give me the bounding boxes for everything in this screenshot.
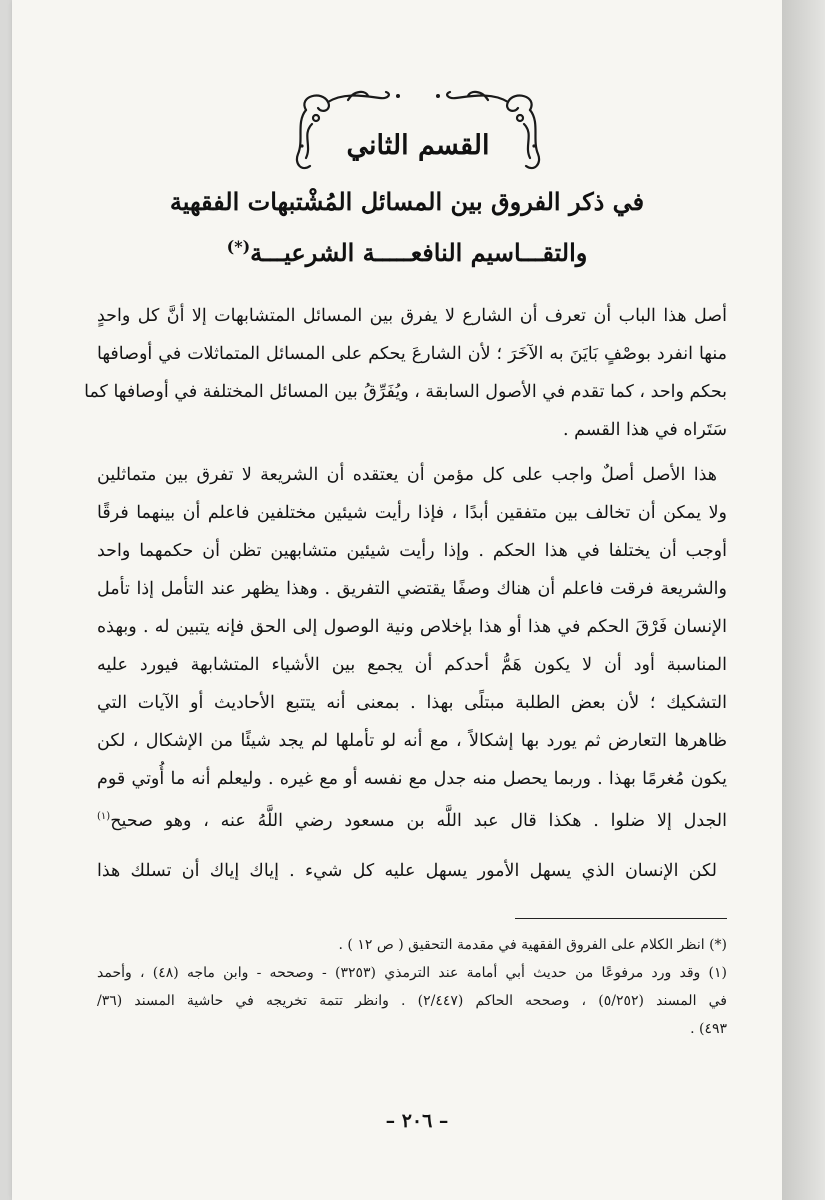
footnote-line: (١) وقد ورد مرفوعًا من حديث أبي أمامة عند الترمذي (٣٢٥٣) - وصححه - وابن ماجه (٤٨) ، وأحمد [97,965,727,981]
body-line: ولا يمكن أن تخالف بين متفقين أبدًا ، فإذا رأيت شيئين مختلفين فاعلم أن بينهما فرقًا [97,503,727,523]
chapter-heading-line-2 [62,237,752,267]
footnote-line: ٤٩٣) . [690,1021,727,1037]
body-line: أوجب أن يختلفا في هذا الحكم . وإذا رأيت شيئين متشابهين تظن أن حكمهما واحد [97,541,727,561]
heading-footnote-marker: (*) [226,237,251,256]
body-line-with-footnote [97,803,727,835]
body-line-text: الجدل إلا ضلوا . هكذا قال عبد اللَّه بن مسعود رضي اللَّهُ عنه ، وهو صحيح [110,810,727,831]
body-line: ظاهرها التعارض ثم يورد بها إشكالاً ، مع أنه لو تأملها لم يجد شيئًا من الإشكال ، لكن [97,731,727,751]
book-page-edge [782,0,825,1200]
section-title: القسم الثاني [346,130,490,161]
body-line: هذا الأصل أصلٌ واجب على كل مؤمن أن يعتقده أن الشريعة لا تفرق بين متماثلين [97,465,717,485]
chapter-heading-line-1: في ذكر الفروق بين المسائل المُشْتبهات الفقهية [169,187,645,216]
body-line: والشريعة فرقت فاعلم أن هناك وصفًا يقتضي التفريق . وهذا يظهر عند التأمل إذا تأمل [97,579,727,599]
body-line: سَتَراه في هذا القسم . [563,420,727,440]
body-line: التشكيك ؛ لأن بعض الطلبة مبتلًى بهذا . بمعنى أنه يتتبع الأحاديث أو الآيات التي [97,693,727,713]
body-line: منها انفرد بوصْفٍ بَايَنَ به الآخَرَ ؛ لأن الشارعَ يحكم على المسائل المتماثلات في أوصافها [97,344,727,364]
body-line: يكون مُغرمًا بهذا . وربما يحصل منه جدل مع نفسه أو مع غيره . وليعلم أنه ما أُوتي قوم [97,769,727,789]
book-page [12,0,782,1200]
body-line: الإنسان فَرْقَ الحكم في هذا أو هذا بإخلاص ونية الوصول إلى الحق فإنه يتبين له . وبهذه [97,617,727,637]
chapter-heading-line-2-text: والتقـــاسيم النافعـــــة الشرعيـــة [250,238,588,267]
body-line: بحكم واحد ، كما تقدم في الأصول السابقة ، ويُفَرِّقُ بين المسائل المختلفة في أوصافها كما [84,382,727,402]
footnote-line: في المسند (٥/٢٥٢) ، وصححه الحاكم (٢/٤٤٧) . وانظر تتمة تخريجه في حاشية المسند (٣٦/ [97,993,727,1009]
footnote-line: (*) انظر الكلام على الفروق الفقهية في مقدمة التحقيق ( ص ١٢ ) . [338,937,727,953]
footnote-reference: (١) [97,811,111,822]
body-line: لكن الإنسان الذي يسهل الأمور يسهل عليه كل شيء . إياك إياك أن تسلك هذا [97,861,717,881]
body-line: المناسبة أود أن لا يكون هَمُّ أحدكم أن يجمع بين الأشياء المتشابهة فيورد عليه [97,655,727,675]
body-line: أصل هذا الباب أن تعرف أن الشارع لا يفرق بين المسائل المتشابهات إلا أنَّ كل واحدٍ [97,306,727,326]
page-number: – ٢٠٦ – [385,1110,449,1132]
footnote-divider [515,918,727,919]
